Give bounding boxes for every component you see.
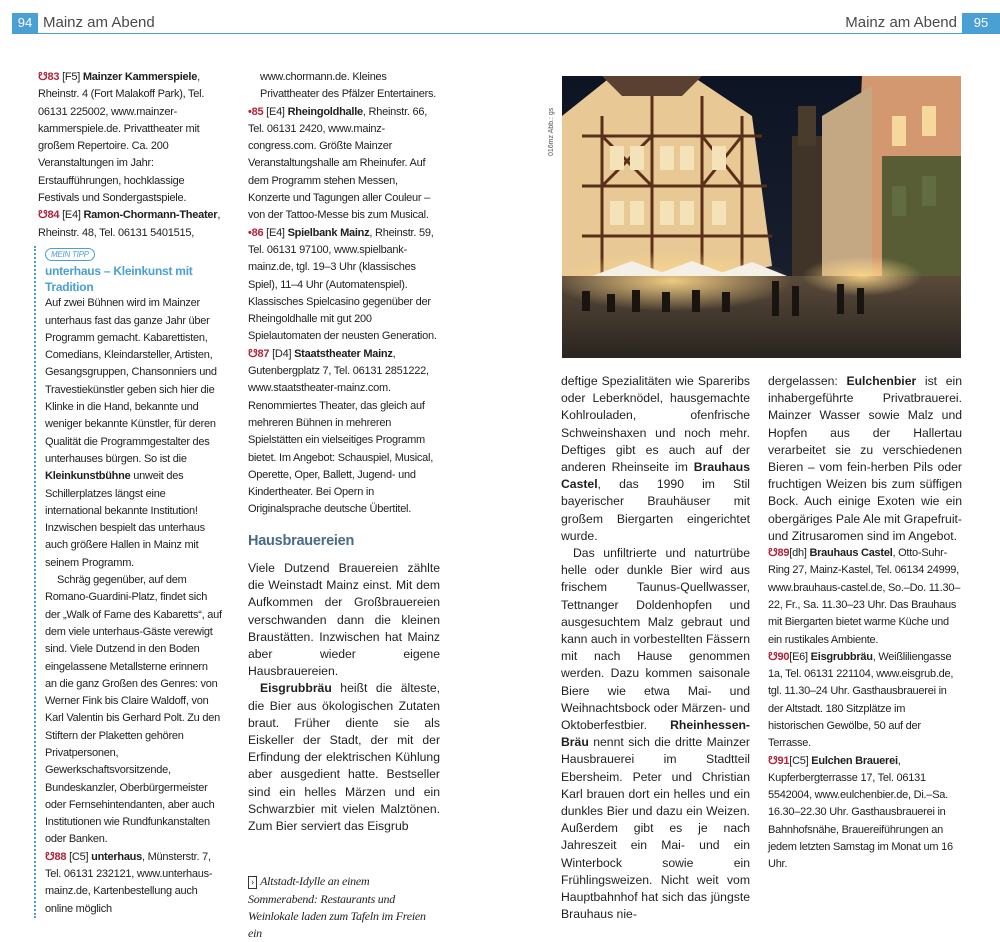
mask-icon: ☋ xyxy=(248,347,258,360)
listing-number: 84 xyxy=(47,209,60,222)
map-ref: [E4] xyxy=(266,105,285,118)
tip-paragraph-1: Auf zwei Bühnen wird im Mainzer unterhaus fast das ganze Jahr über Programm gemacht. Kabarettisten, Comedians, Kleindarsteller, Artisten, Gesangsgruppen, Chansonniers und Travestiekünstler geben sich hier die Klinke in die Hand, bekannte und weniger bekannte Künstler, für deren Qualität die Programmgestalter des unterhauses bürgen. So ist die Kleinkunstbühne unweit des Schillerplatzes längst eine international bekannte Institution! Inzwischen bespielt das unterhaus auch größere Hallen in Mainz mit seinem Programm. xyxy=(45,297,217,569)
listing-86 xyxy=(248,225,440,346)
listing-number: 88 xyxy=(54,850,67,863)
mask-icon: ☋ xyxy=(768,650,778,663)
map-ref: [E6] xyxy=(789,650,808,663)
listing-number: 90 xyxy=(777,650,790,663)
paragraph: Das unfiltrierte und naturtrübe helle oder dunkle Bier wird aus frischem Taunus-Quellwasser, Tettnanger Doldenhopfen und ausgesuchtem Malz gebraut und kann auch in vorbestellten Fässern mit nach Hause genommen werden. Dazu kommen saisonale Biere wie etwa Mai- und Weihnachtsbock oder Märzen- und Oktoberfestbier. Rheinhessen-Bräu nennt sich die dritte Mainzer Hausbrauerei im Stadtteil Ebersheim. Peter und Christian Karl brauen dort ein helles und ein dunkles Bier und dazu ein Weizen. Außerdem gibt es je nach Jahreszeit ein Mai- und ein Winterbock sowie ein Frühlingsweizen. Nicht weit vom Hauptbahnhof hat sich das jüngste Brauhaus nie- xyxy=(561,546,751,922)
listing-87 xyxy=(248,346,440,519)
paragraph: Eisgrubbräu heißt die älteste, die Bier aus ökologischen Zutaten braut. Früher diente sie als Eiskeller der Stadt, der mit der Erfindung der elektrischen Kühlung aber ausgedient hatte. Bestseller sind ein helles Märzen und ein Schwarzbier mit vielen Malztönen. Zum Bier serviert das Eisgrub xyxy=(248,681,440,834)
dot-icon: • xyxy=(248,226,252,239)
photo-altstadt xyxy=(562,76,961,358)
listing-text: , Weißliliengasse 1a, Tel. 06131 221104, www.eisgrub.de, tgl. 11.30–24 Uhr. Gasthausbrauerei in der Altstadt. 180 Sitzplätze im historischen Gewölbe, 50 auf der Terrasse. xyxy=(768,650,954,750)
map-ref: [F5] xyxy=(62,71,81,83)
photo-caption: › Altstadt-Idylle an einem Sommerabend: Restaurants und Weinlokale laden zum Tafeln im Freien ein xyxy=(248,874,426,941)
listing-number: 85 xyxy=(251,105,264,118)
tip-badge: MEIN TIPP xyxy=(45,248,95,261)
listing-text: , Otto-Suhr-Ring 27, Mainz-Kastel, Tel. 06134 24999, www.brauhaus-castel.de, So.–Do. 11.30–22, Fr., Sa. 11.30–23 Uhr. Das Brauhaus mit Biergarten bietet warme Küche und ein rustikales Ambiente. xyxy=(768,547,961,646)
mask-icon: ☋ xyxy=(38,71,48,83)
listing-84 xyxy=(38,207,222,242)
column-3 xyxy=(561,373,750,924)
mask-icon: ☋ xyxy=(38,209,48,222)
listing-name: Mainzer Kammerspiele xyxy=(82,71,198,83)
listing-text: , Rheinstr. 4 (Fort Malakoff Park), Tel. 06131 225002, www.mainzer-kammerspiele.de. Privattheater mit großem Repertoire. Ca. 200 Veranstaltungen im Jahr: Erstaufführungen, hochklassige Festivals und Sondergastspiele. xyxy=(38,71,205,205)
listing-88 xyxy=(45,849,222,918)
map-ref: [C5] xyxy=(69,850,89,863)
listing-name: Spielbank Mainz xyxy=(287,226,370,239)
header-rule xyxy=(12,33,1000,34)
column-4 xyxy=(768,373,962,874)
listing-name: Eulchen Brauerei xyxy=(811,754,898,767)
tip-title: unterhaus – Kleinkunst mit Tradition xyxy=(45,264,193,295)
column-1 xyxy=(38,69,222,918)
column-2 xyxy=(248,69,440,942)
listing-number: 91 xyxy=(777,754,790,767)
listing-text: , Gutenbergplatz 7, Tel. 06131 2851222, www.staatstheater-mainz.com. Renommiertes Theater, das gleich auf mehreren Bühnen in mehreren Spielstätten ein vielseitiges Programm bietet. Im Angebot: Schauspiel, Musical, Operette, Oper, Ballett, Jugend- und Kindertheater. Bei Opern in Originalsprache deutsche Übertitel. xyxy=(248,347,434,516)
listing-89 xyxy=(768,545,962,649)
mask-icon: ☋ xyxy=(768,547,778,560)
tip-paragraph-2: Schräg gegenüber, auf dem Romano-Guardini-Platz, findet sich der „Walk of Fame des Kabaretts“, auf dem viele unterhaus-Gäste verewigt sind. Viele Dutzend in den Boden eingelassene Metallsterne erinnern an die ganz Großen des Genres: von Werner Fink bis Claire Waldoff, von Karl Valentin bis Gerhard Polt. Zu den Stiftern der Plaketten gehören Privatpersonen, Gewerkschaftsvorsitzende, Bundeskanzler, Oberbürgermeister oder Fernsehintendanten, aber auch Institutionen wie Rundfunkanstalten oder Banken. xyxy=(45,574,222,846)
page-number-right: 95 xyxy=(962,13,1000,33)
map-ref: [D4] xyxy=(272,347,292,360)
listing-text: , Münsterstr. 7, Tel. 06131 232121, www.unterhaus-mainz.de, Kartenbestellung auch online möglich xyxy=(45,850,213,915)
tip-box xyxy=(34,246,222,918)
paragraph: deftige Spezialitäten wie Spareribs oder Leberknödel, hausgemachte Kohlrouladen, ofenfrische Schweinshaxen und noch mehr. Deftiges gibt es auch auf der anderen Rheinseite im Brauhaus Castel, das 1990 im Stil bayerischer Brauhäuser mit großem Biergarten eingerichtet wurde. xyxy=(561,374,750,543)
section-title: Hausbrauereien xyxy=(248,532,355,549)
map-ref: [dh] xyxy=(789,547,807,560)
listing-number: 83 xyxy=(47,71,60,83)
listing-name: Rheingoldhalle xyxy=(287,105,363,118)
dot-icon: • xyxy=(248,105,252,118)
listing-text: , Rheinstr. 59, Tel. 06131 97100, www.spielbank-mainz.de, tgl. 19–3 Uhr (klassisches Spiel), 11–4 Uhr (Automatenspiel). Klassisches Spielcasino gegenüber der Rheingoldhalle mit gut 200 Spielautomaten der neusten Generation. xyxy=(248,226,437,343)
listing-84-continued: www.chormann.de. Kleines Privattheater des Pfälzer Entertainers. xyxy=(260,71,437,101)
page-number-left: 94 xyxy=(12,13,38,33)
listing-name: Staatstheater Mainz xyxy=(294,347,393,360)
caption-arrow-icon: › xyxy=(248,876,257,889)
listing-number: 89 xyxy=(777,547,790,560)
paragraph: dergelassen: Eulchenbier ist ein inhabergeführte Privatbrauerei. Mainzer Wasser sowie Malz und Hopfen aus der Hallertau verarbeitet sie zu verschiedenen Bieren – vom fein-herben Pils oder fruchtigen Weizen bis zum süffigen Bock. Auch einige Exoten wie ein obergäriges Pale Ale mit Grapefruit- und Zitrusaromen sind im Angebot. xyxy=(768,374,962,543)
running-title-right: Mainz am Abend xyxy=(845,14,957,31)
listing-83 xyxy=(38,69,222,207)
listing-name: Ramon-Chormann-Theater xyxy=(83,209,218,222)
map-ref: [C5] xyxy=(789,754,809,767)
listing-text: , Rheinstr. 48, Tel. 06131 5401515, xyxy=(38,209,221,239)
running-title-left: Mainz am Abend xyxy=(43,14,155,31)
listing-text: , Kupferbergterrasse 17, Tel. 06131 5542004, www.eulchenbier.de, Di.–Sa. 16.30–22.30 Uhr. Gasthausbrauerei in Bahnhofsnähe, Brauereiführungen an jedem letzten Samstag im Monat um 16 Uhr. xyxy=(768,754,953,871)
map-ref: [E4] xyxy=(266,226,285,239)
listing-name: unterhaus xyxy=(91,850,143,863)
mask-icon: ☋ xyxy=(768,754,778,767)
paragraph: Viele Dutzend Brauereien zählte die Weinstadt Mainz einst. Mit dem Aufkommen der Großbrauereien verschwanden dann die kleinen Braustätten. Inzwischen hat Mainz aber wieder eigene Hausbrauereien. xyxy=(248,561,440,679)
listing-name: Brauhaus Castel xyxy=(809,547,893,560)
listing-number: 86 xyxy=(251,226,264,239)
photo-credit: 016mz Abb.: gs xyxy=(548,107,555,156)
listing-91 xyxy=(768,753,962,874)
listing-90 xyxy=(768,649,962,753)
map-ref: [E4] xyxy=(62,209,81,222)
listing-number: 87 xyxy=(257,347,270,360)
mask-icon: ☋ xyxy=(45,850,55,863)
listing-text: , Rheinstr. 66, Tel. 06131 2420, www.mainz-congress.com. Größte Mainzer Veranstaltungshalle am Rheinufer. Auf dem Programm stehen Messen, Konzerte und Tagungen aller Couleur – von der Tattoo-Messe bis zum Musical. xyxy=(248,105,430,222)
listing-85 xyxy=(248,104,440,225)
listing-name: Eisgrubbräu xyxy=(810,650,873,663)
